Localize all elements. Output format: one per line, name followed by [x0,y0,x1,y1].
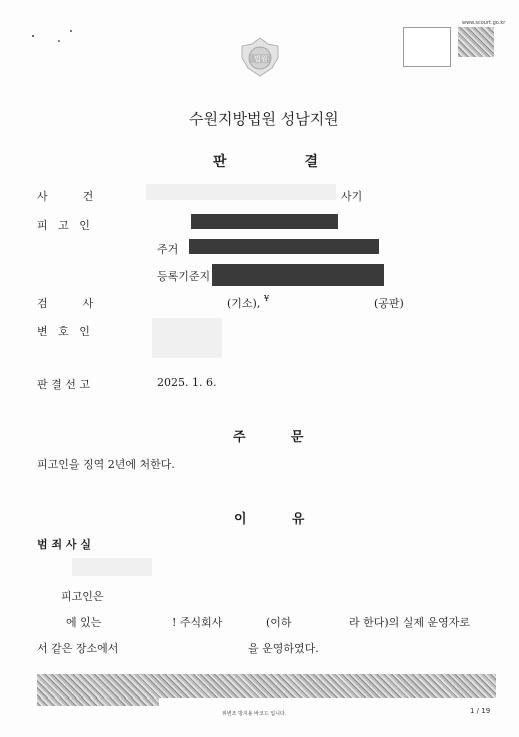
order-heading: 주 문 [233,430,304,445]
defendant-name-redaction [191,214,338,229]
facts-line-2d: 라 한다)의 실제 운영자로 [349,616,471,629]
order-text: 피고인을 징역 2년에 처한다. [37,458,175,471]
qr-barcode [458,27,494,57]
registered-domicile-label: 등록기준지 [157,270,211,283]
prosecutor-mark: ¥ [264,294,270,303]
barcode-gap [160,698,496,704]
lawyer-name-blur [152,318,222,358]
prosecutor-value-trial: (공판) [374,297,404,310]
lawyer-label: 변 호 인 [37,325,90,338]
defendant-label: 피 고 인 [37,219,90,232]
scan-speck [32,35,34,37]
prosecutor-value-indictment: (기소), [227,297,261,310]
barcode-box [403,27,451,67]
court-name: 수원지방법원 성남지원 [189,110,339,128]
verdict-date-value: 2025. 1. 6. [157,376,217,389]
case-label: 사 건 [37,190,94,203]
facts-line-1: 피고인은 [61,590,104,603]
address-label: 주거 [157,243,179,256]
case-number-blur [146,184,336,200]
seal-text: 법원 [254,55,268,63]
facts-line-2c: (이하 [266,616,292,629]
url-text: www.scourt.go.kr [462,20,506,26]
case-value: 사기 [341,190,363,203]
document-title: 판 결 [213,154,319,170]
paragraph-blur [72,558,152,576]
anti-forgery-barcode-tail [37,698,159,706]
scan-speck [58,40,60,42]
crime-facts-heading: 범 죄 사 실 [37,538,91,551]
address-redaction [189,239,379,254]
page-number: 1 / 19 [470,707,491,715]
prosecutor-label: 검 사 [37,297,94,310]
anti-forgery-barcode [37,674,496,698]
barcode-notice: 위변조 방지용 바코드 입니다. [222,711,287,717]
facts-line-3b: 을 운영하였다. [248,642,319,655]
reasons-heading: 이 유 [234,512,305,527]
facts-line-2b: ! 주식회사 [172,616,223,629]
verdict-date-label: 판 결 선 고 [37,378,90,391]
facts-line-3a: 서 같은 장소에서 [37,642,119,655]
registered-domicile-redaction [212,264,384,286]
scan-speck [70,30,72,32]
facts-line-2a: 에 있는 [66,616,102,629]
